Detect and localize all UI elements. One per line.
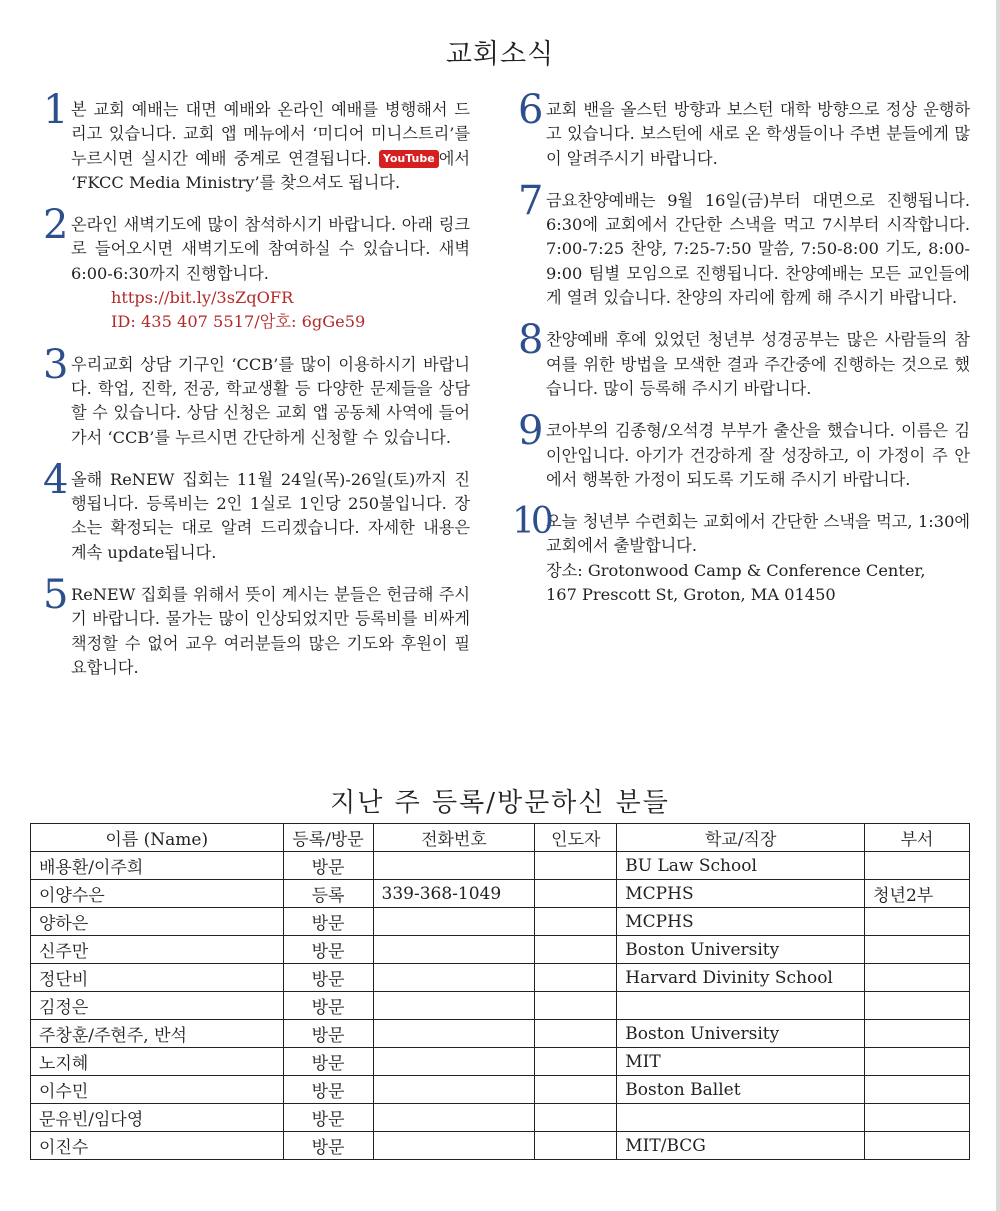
cell-dept	[865, 1020, 970, 1048]
table-row	[31, 992, 970, 1020]
cell-phone	[373, 1104, 535, 1132]
cell-phone	[373, 964, 535, 992]
header-dept: 부서	[865, 824, 970, 852]
item-number: 10	[512, 501, 550, 543]
cell-school: MIT/BCG	[617, 1132, 865, 1160]
news-item-4	[43, 456, 470, 565]
table-row	[31, 964, 970, 992]
cell-status: 방문	[283, 964, 373, 992]
cell-guide	[535, 880, 617, 908]
item-number: 5	[43, 572, 69, 619]
registry-table	[30, 823, 970, 1160]
cell-status: 방문	[283, 992, 373, 1020]
zoom-link[interactable]: https://bit.ly/3sZqOFR	[111, 288, 294, 308]
cell-guide	[535, 852, 617, 880]
cell-name: 양하은	[31, 908, 284, 936]
cell-dept	[865, 992, 970, 1020]
item-number: 9	[518, 408, 544, 455]
cell-name: 신주만	[31, 936, 284, 964]
news-item-10	[512, 501, 970, 607]
item-text: 금요찬양예배는 9월 16일(금)부터 대면으로 진행됩니다. 6:30에 교회에서 간단한 스낵을 먹고 7시부터 시작합니다. 7:00-7:25 찬양, 7:25-7:50 말씀, 7:50-8:00 기도, 8:00-9:00 팀별 모임으로 진행됩니다. 찬양예배는 모든 교인들에게 열려 있습니다. 찬양의 자리에 함께 해 주시기 바랍니다.	[546, 190, 970, 308]
table-row	[31, 1104, 970, 1132]
news-item-3	[43, 341, 470, 450]
page-edge	[996, 0, 1000, 1211]
cell-guide	[535, 1076, 617, 1104]
cell-guide	[535, 908, 617, 936]
cell-phone	[373, 1048, 535, 1076]
cell-guide	[535, 1132, 617, 1160]
item-number: 4	[43, 456, 69, 503]
cell-guide	[535, 1048, 617, 1076]
cell-guide	[535, 936, 617, 964]
item-text: ReNEW 집회를 위해서 뜻이 계시는 분들은 헌금해 주시기 바랍니다. 물가는 많이 인상되었지만 등록비를 비싸게 책정할 수 없어 교우 여러분들의 많은 기도와 후원이 필요합니다.	[71, 585, 470, 677]
cell-dept	[865, 964, 970, 992]
retreat-place-line2: 167 Prescott St, Groton, MA 01450	[546, 585, 836, 605]
news-item-1	[43, 87, 470, 195]
header-name: 이름 (Name)	[31, 824, 284, 852]
cell-phone	[373, 852, 535, 880]
item-text: 우리교회 상담 기구인 ‘CCB’를 많이 이용하시기 바랍니다. 학업, 진학, 전공, 학교생활 등 다양한 문제들을 상담할 수 있습니다. 상담 신청은 교회 앱 공동체 사역에 들어가서 ‘CCB’를 누르시면 간단하게 신청할 수 있습니다.	[71, 354, 470, 447]
cell-name: 김정은	[31, 992, 284, 1020]
cell-guide	[535, 992, 617, 1020]
cell-name: 주창훈/주현주, 반석	[31, 1020, 284, 1048]
cell-name: 이수민	[31, 1076, 284, 1104]
cell-phone	[373, 1020, 535, 1048]
cell-status: 방문	[283, 1132, 373, 1160]
item-text: 온라인 새벽기도에 많이 참석하시기 바랍니다. 아래 링크로 들어오시면 새벽기도에 참여하실 수 있습니다. 새벽 6:00-6:30까지 진행합니다.	[71, 215, 470, 283]
item-number: 8	[518, 317, 544, 364]
cell-name: 이진수	[31, 1132, 284, 1160]
item-number: 2	[43, 202, 69, 249]
table-row	[31, 1020, 970, 1048]
item-number: 1	[43, 87, 69, 133]
cell-school: Harvard Divinity School	[617, 964, 865, 992]
cell-dept	[865, 1132, 970, 1160]
cell-school: MCPHS	[617, 908, 865, 936]
table-row	[31, 1076, 970, 1104]
zoom-id-password: ID: 435 407 5517/암호: 6gGe59	[111, 312, 366, 332]
header-school: 학교/직장	[617, 824, 865, 852]
cell-status: 방문	[283, 936, 373, 964]
table-row	[31, 852, 970, 880]
header-phone: 전화번호	[373, 824, 535, 852]
youtube-logo-icon[interactable]: YouTube	[379, 150, 439, 168]
cell-phone: 339-368-1049	[373, 880, 535, 908]
item-text: 찬양예배 후에 있었던 청년부 성경공부는 많은 사람들의 참여를 위한 방법을 모색한 결과 주간중에 진행하는 것으로 했습니다. 많이 등록해 주시기 바랍니다.	[546, 330, 970, 398]
item-text: 교회 밴을 올스턴 방향과 보스턴 대학 방향으로 정상 운행하고 있습니다. 보스턴에 새로 온 학생들이나 주변 분들에게 많이 알려주시기 바랍니다.	[546, 100, 970, 168]
item-number: 3	[43, 341, 69, 388]
cell-dept	[865, 852, 970, 880]
cell-school: Boston University	[617, 936, 865, 964]
cell-phone	[373, 992, 535, 1020]
cell-status: 방문	[283, 852, 373, 880]
item-text: 오늘 청년부 수련회는 교회에서 간단한 스낵을 먹고, 1:30에 교회에서 출발합니다.	[546, 512, 970, 556]
cell-status: 등록	[283, 880, 373, 908]
cell-phone	[373, 1076, 535, 1104]
cell-status: 방문	[283, 908, 373, 936]
cell-dept: 청년2부	[865, 880, 970, 908]
cell-dept	[865, 1076, 970, 1104]
cell-school: MCPHS	[617, 880, 865, 908]
news-item-6	[518, 87, 970, 171]
cell-school	[617, 1104, 865, 1132]
table-row	[31, 908, 970, 936]
item-number: 6	[518, 87, 544, 133]
item-text: 코아부의 김종형/오석경 부부가 출산을 했습니다. 이름은 김이안입니다. 아기가 건강하게 잘 성장하고, 이 가정이 주 안에서 행복한 가정이 되도록 기도해 주시기 바랍니다.	[546, 421, 970, 489]
page-title: 교회소식	[445, 39, 555, 70]
cell-school: Boston Ballet	[617, 1076, 865, 1104]
cell-name: 이양수은	[31, 880, 284, 908]
header-status: 등록/방문	[283, 824, 373, 852]
cell-school	[617, 992, 865, 1020]
cell-school: BU Law School	[617, 852, 865, 880]
cell-status: 방문	[283, 1048, 373, 1076]
header-guide: 인도자	[535, 824, 617, 852]
registry-title: 지난 주 등록/방문하신 분들	[330, 788, 670, 818]
news-item-9	[518, 408, 970, 492]
item-text: 올해 ReNEW 집회는 11월 24일(목)-26일(토)까지 진행됩니다. 등록비는 2인 1실로 1인당 250불입니다. 장소는 확정되는 대로 알려 드리겠습니다. 자세한 내용은 계속 update됩니다.	[71, 469, 470, 562]
item-text-continued: 에서 ‘FKCC Media Ministry’를 찾으셔도 됩니다.	[71, 148, 470, 192]
table-row	[31, 1132, 970, 1160]
cell-phone	[373, 908, 535, 936]
news-column-left	[43, 87, 470, 698]
cell-dept	[865, 1104, 970, 1132]
item-number: 7	[518, 177, 544, 224]
table-row	[31, 1048, 970, 1076]
news-item-8	[518, 317, 970, 401]
cell-name: 배용환/이주희	[31, 852, 284, 880]
table-row	[31, 936, 970, 964]
cell-status: 방문	[283, 1076, 373, 1104]
cell-dept	[865, 908, 970, 936]
cell-phone	[373, 1132, 535, 1160]
cell-name: 문유빈/임다영	[31, 1104, 284, 1132]
retreat-place-line1: 장소: Grotonwood Camp & Conference Center,	[546, 560, 926, 580]
cell-guide	[535, 964, 617, 992]
news-item-5	[43, 572, 470, 680]
cell-school: MIT	[617, 1048, 865, 1076]
cell-name: 정단비	[31, 964, 284, 992]
table-header-row	[31, 824, 970, 852]
news-item-2	[43, 202, 470, 334]
cell-name: 노지혜	[31, 1048, 284, 1076]
news-item-7	[518, 177, 970, 310]
cell-guide	[535, 1020, 617, 1048]
cell-guide	[535, 1104, 617, 1132]
cell-dept	[865, 1048, 970, 1076]
cell-status: 방문	[283, 1020, 373, 1048]
cell-school: Boston University	[617, 1020, 865, 1048]
news-column-right	[512, 87, 970, 625]
registry-rows	[31, 852, 970, 1160]
cell-dept	[865, 936, 970, 964]
table-row	[31, 880, 970, 908]
item-text: 본 교회 예배는 대면 예배와 온라인 예배를 병행해서 드리고 있습니다. 교회 앱 메뉴에서 ‘미디어 미니스트리’를 누르시면 실시간 예배 중계로 연결됩니다.	[71, 100, 470, 168]
cell-status: 방문	[283, 1104, 373, 1132]
cell-phone	[373, 936, 535, 964]
